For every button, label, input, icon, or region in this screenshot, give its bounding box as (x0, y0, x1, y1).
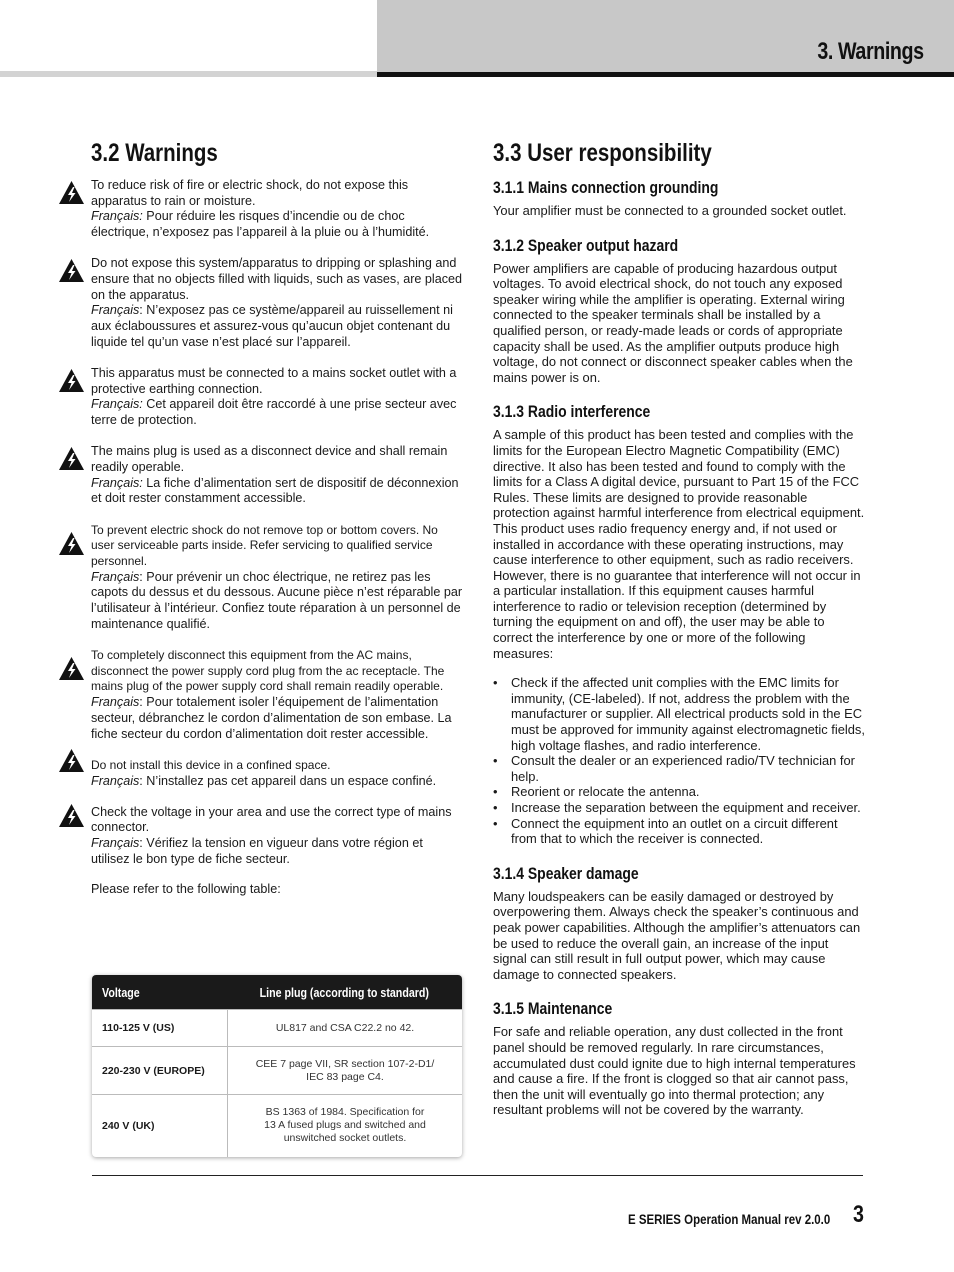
section-text: Many loudspeakers can be easily damaged or destroyed by overpowering them. Always check the speaker’s continuous and peak power capabilities. Although the amplifier’s attenuators can be used to reduce the overall gain, an increase of the input signal can still result in full output power, which may cause damage to connected speakers. (493, 888, 861, 982)
table-header-voltage: Voltage (92, 975, 228, 1010)
section-heading: 3.1.2 Speaker output hazard (493, 235, 679, 255)
section-text: For safe and reliable operation, any dust collected in the front panel should be removed regularly. In rare circumstances, accumulated dust could ignite due to high internal temperatures and cause a fire. If the front is clogged so that air cannot pass, then the unit will eventually go into thermal protection; any resultant problems will not be covered by the warranty. (493, 1024, 856, 1118)
warning-text: The mains plug is used as a disconnect device and shall remain readily operable. Français: La fiche d’alimentation sert de dispositif de déconnexion et doit rester constamment accessible. (91, 444, 459, 506)
warning-text: Check the voltage in your area and use the correct type of mains connector. Français: Vérifiez la tension en vigueur dans votre région et utilisez le bon type de fiche secteur. (91, 804, 452, 866)
section-text: Your amplifier must be connected to a grounded socket outlet. (493, 203, 847, 218)
table-row (92, 1047, 462, 1095)
section-heading: 3.1.5 Maintenance (493, 999, 613, 1019)
section-maintenance (493, 999, 865, 1118)
list-item: • Consult the dealer or an experienced radio/TV technician for help. (493, 753, 865, 784)
footer-manual-title: E SERIES Operation Manual rev 2.0.0 (628, 1211, 831, 1227)
table-header-plug: Line plug (according to standard) (228, 975, 463, 1010)
warning-text: This apparatus must be connected to a mains socket outlet with a protective earthing connection. Français: Cet appareil doit être raccordé à une prise secteur avec terre de protection. (91, 366, 457, 428)
user-responsibility-content (493, 178, 865, 1135)
warning-item (58, 178, 464, 241)
table-header-row (92, 975, 462, 1010)
list-item: • Increase the separation between the equipment and receiver. (493, 800, 865, 816)
page-number: 3 (853, 1201, 864, 1228)
section-speaker-damage (493, 864, 865, 983)
warning-text: To completely disconnect this equipment from the AC mains, disconnect the power supply cord plug from the ac receptacle. The mains plug of the power supply cord shall remain readily operable. Français: Pour totalement isoler l’équipement de l’alimentation secteur, débranchez le cordon d’alimentation de son embase. La fiche secteur du cordon d’alimentation doit rester accessible. (91, 648, 452, 741)
chapter-title: 3. Warnings (817, 38, 924, 65)
warning-item (58, 366, 464, 429)
table-row (92, 1095, 462, 1157)
warning-item (58, 523, 464, 633)
list-item: • Connect the equipment into an outlet on a circuit different from that to which the receiver is connected. (493, 816, 865, 847)
section-heading: 3.1.1 Mains connection grounding (493, 178, 719, 197)
warning-text: Do not expose this system/apparatus to dripping or splashing and ensure that no objects filled with liquids, such as vases, are placed on the apparatus. Français: N’exposez pas ce système/appareil au ruissellement ni aux éclaboussures et assurez-vous qu’aucun objet contenant du liquide tel qu’un vase n’est placé sur l’appareil. (91, 256, 463, 349)
measures-list (493, 675, 865, 847)
table-cell-plug: UL817 and CSA C22.2 no 42. (228, 1010, 463, 1047)
section-title-warnings: 3.2 Warnings (91, 139, 218, 167)
electric-hazard-icon (58, 446, 85, 471)
table-row (92, 1010, 462, 1047)
section-speaker-hazard (493, 236, 865, 386)
electric-hazard-icon (58, 368, 85, 393)
table-cell-plug: CEE 7 page VII, SR section 107-2-D1/ IEC 83 page C4. (228, 1047, 463, 1095)
electric-hazard-icon (58, 258, 85, 283)
electric-hazard-icon (58, 180, 85, 205)
electric-hazard-icon (58, 748, 85, 773)
section-heading: 3.1.4 Speaker damage (493, 863, 639, 883)
section-radio-interference (493, 402, 865, 846)
header-left-bar (0, 71, 377, 77)
electric-hazard-icon (58, 656, 85, 681)
voltage-table (92, 975, 462, 1157)
electric-hazard-icon (58, 531, 85, 556)
warning-text: To prevent electric shock do not remove top or bottom covers. No user serviceable parts inside. Refer servicing to qualified service personnel. Français: Pour prévenir un choc électrique, ne retirez pas les capots du dessus et du dessous. Aucune pièce n’est réparable par l’utilisateur à l’intérieur. Confiez toute réparation à un personnel de maintenance qualifié. (91, 522, 463, 631)
warnings-list (58, 178, 464, 896)
warning-item (58, 758, 464, 789)
list-item: • Check if the affected unit complies with the EMC limits for immunity, (CE-labeled). If not, address the problem with the manufacturer or supplier. All electrical products sold in the EC must be approved for immunity against electromagnetic fields, high voltage flashes, and radio interference. (493, 675, 865, 753)
footer-rule (92, 1175, 863, 1176)
warning-text: To reduce risk of fire or electric shock, do not expose this apparatus to rain or moisture. Français: Pour réduire les risques d’incendie ou de choc électrique, n’exposez pas l’appareil à la pluie ou à l’humidité. (91, 178, 430, 240)
warning-text: Do not install this device in a confined space. Français: N’installez pas cet appareil dans un espace confiné. (91, 757, 437, 788)
table-cell-voltage: 110-125 V (US) (92, 1010, 228, 1047)
electric-hazard-icon (58, 803, 85, 828)
section-heading: 3.1.3 Radio interference (493, 402, 651, 422)
section-title-user-responsibility: 3.3 User responsibility (493, 139, 712, 167)
section-text: A sample of this product has been tested and complies with the limits for the European Electro Magnetic Compatibility (EMC) directive. It also has been tested and found to comply with the limits for a Class A digital device, pursuant to Part 15 of the FCC Rules. These limits are designed to provide reasonable protection against harmful interference from electrical equipment. This product uses radio frequency energy and, if not used or installed in accordance with these operating instructions, may cause interference to other equipment, such as radio receivers. However, there is no guarantee that interference will not occur in a particular installation. If this equipment causes harmful interference to radio or television reception (determined by turning the equipment on and off), the user may be able to correct the interference by one or more of the following measures: (493, 427, 865, 661)
table-cell-plug: BS 1363 of 1984. Specification for 13 A fused plugs and switched and unswitched socket outlets. (228, 1095, 463, 1157)
section-text: Power amplifiers are capable of producing hazardous output voltages. To avoid electrical shock, do not touch any exposed speaker wiring while the amplifier is operating. External wiring connected to the speaker terminals shall be installed by a qualified person, or ready-made leads or cords of appropriate capacity shall be used. As the amplifier outputs produce high voltage, do not connect or disconnect speaker cables when the mains power is on. (493, 260, 853, 385)
warning-item (58, 444, 464, 507)
header-rule (377, 72, 954, 77)
section-mains-grounding (493, 178, 865, 219)
warning-item (58, 805, 464, 868)
table-intro-text: Please refer to the following table: (91, 882, 281, 897)
list-item: • Reorient or relocate the antenna. (493, 784, 865, 800)
warning-item (58, 648, 464, 742)
table-cell-voltage: 220-230 V (EUROPE) (92, 1047, 228, 1095)
table-cell-voltage: 240 V (UK) (92, 1095, 228, 1157)
warning-item (58, 256, 464, 350)
